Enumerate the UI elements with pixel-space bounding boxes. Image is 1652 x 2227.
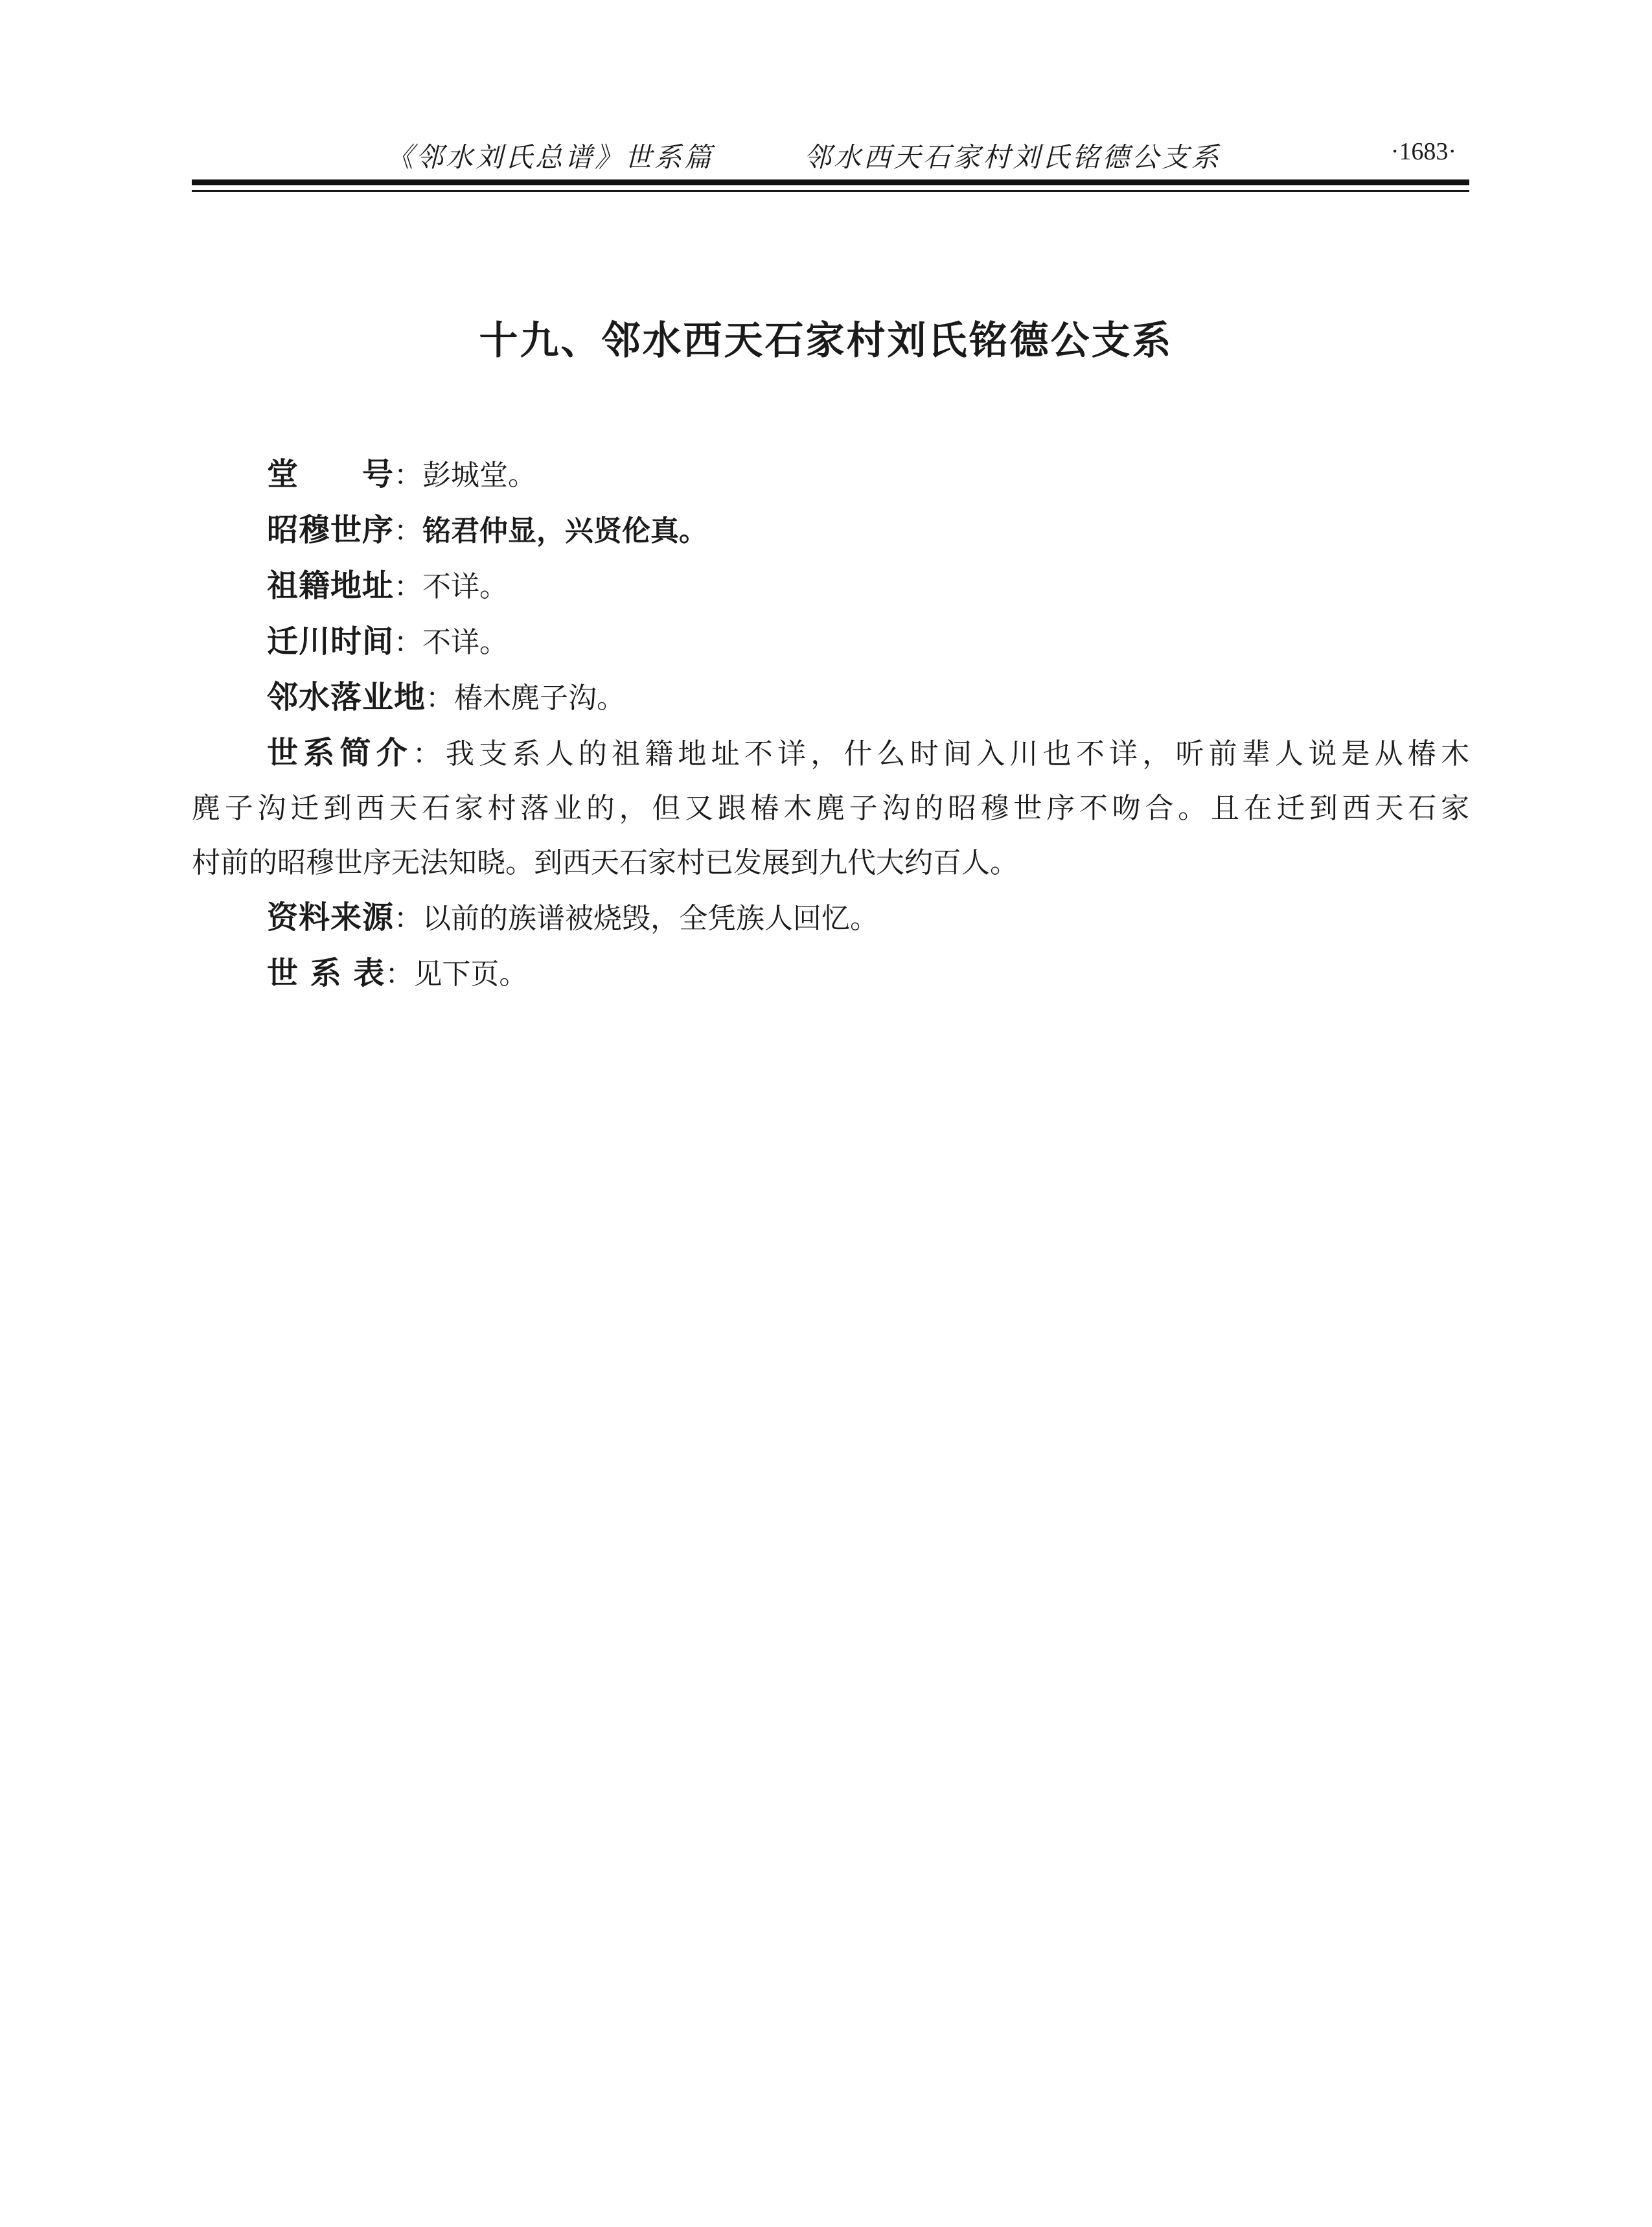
- field-sources-label: 资料来源: [267, 899, 395, 936]
- field-hall: [192, 447, 1469, 503]
- header-book-title: 《邻水刘氏总谱》世系篇: [386, 141, 715, 173]
- field-introduction-line-3: 村前的昭穆世序无法知晓。到西天石家村已发展到九代大约百人。: [192, 846, 1018, 879]
- field-table-colon: ：: [385, 958, 414, 991]
- field-hall-value: 彭城堂。: [422, 459, 537, 492]
- field-migration-time-colon: ：: [394, 626, 423, 659]
- field-migration-time-label: 迁川时间: [267, 623, 395, 660]
- header-rule-thick: [192, 179, 1469, 185]
- field-generation-order: [192, 503, 1469, 559]
- field-migration-time-value: 不详。: [422, 626, 509, 659]
- field-list: [192, 447, 1469, 1002]
- running-header: [192, 130, 1469, 175]
- field-table: [192, 946, 1469, 1002]
- header-page-number: ·1683·: [1390, 138, 1456, 165]
- field-settlement-colon: ：: [426, 682, 455, 715]
- field-settlement-label: 邻水落业地: [267, 679, 426, 715]
- field-introduction-line-2: 麂子沟迁到西天石家村落业的，但又跟椿木麂子沟的昭穆世序不吻合。且在迁到西天石家: [192, 792, 1469, 825]
- field-ancestral-address-value: 不详。: [422, 570, 509, 603]
- field-generation-order-label: 昭穆世序: [267, 512, 395, 548]
- field-hall-colon: ：: [394, 459, 423, 492]
- field-sources-colon: ：: [394, 902, 423, 935]
- header-rule-thin: [192, 190, 1469, 192]
- field-ancestral-address: [192, 559, 1469, 614]
- field-generation-order-colon: ：: [394, 514, 423, 548]
- field-settlement-value: 椿木麂子沟。: [454, 682, 626, 715]
- field-settlement: [192, 670, 1469, 726]
- section-title: 十九、邻水西天石家村刘氏铭德公支系: [479, 318, 1173, 363]
- header-branch-title: 邻水西天石家村刘氏铭德公支系: [804, 141, 1222, 173]
- field-introduction-text-1: 我支系人的祖籍地址不详，什么时间入川也不详，听前辈人说是从椿木: [446, 737, 1469, 770]
- field-hall-label: 堂 号: [267, 456, 395, 492]
- field-ancestral-address-colon: ：: [394, 570, 423, 603]
- field-migration-time: [192, 614, 1469, 670]
- field-introduction: [192, 726, 1469, 890]
- field-introduction-colon: ：: [412, 737, 446, 770]
- field-sources-value: 以前的族谱被烧毁，全凭族人回忆。: [422, 902, 879, 935]
- field-ancestral-address-label: 祖籍地址: [267, 568, 395, 604]
- field-generation-order-value: 铭君仲显，兴贤伦真。: [422, 514, 708, 548]
- field-introduction-line-1: [192, 726, 1469, 781]
- field-table-label: 世 系 表: [267, 955, 385, 991]
- field-table-value: 见下页。: [413, 958, 528, 991]
- field-introduction-label: 世系简介: [267, 735, 413, 771]
- field-sources: [192, 890, 1469, 946]
